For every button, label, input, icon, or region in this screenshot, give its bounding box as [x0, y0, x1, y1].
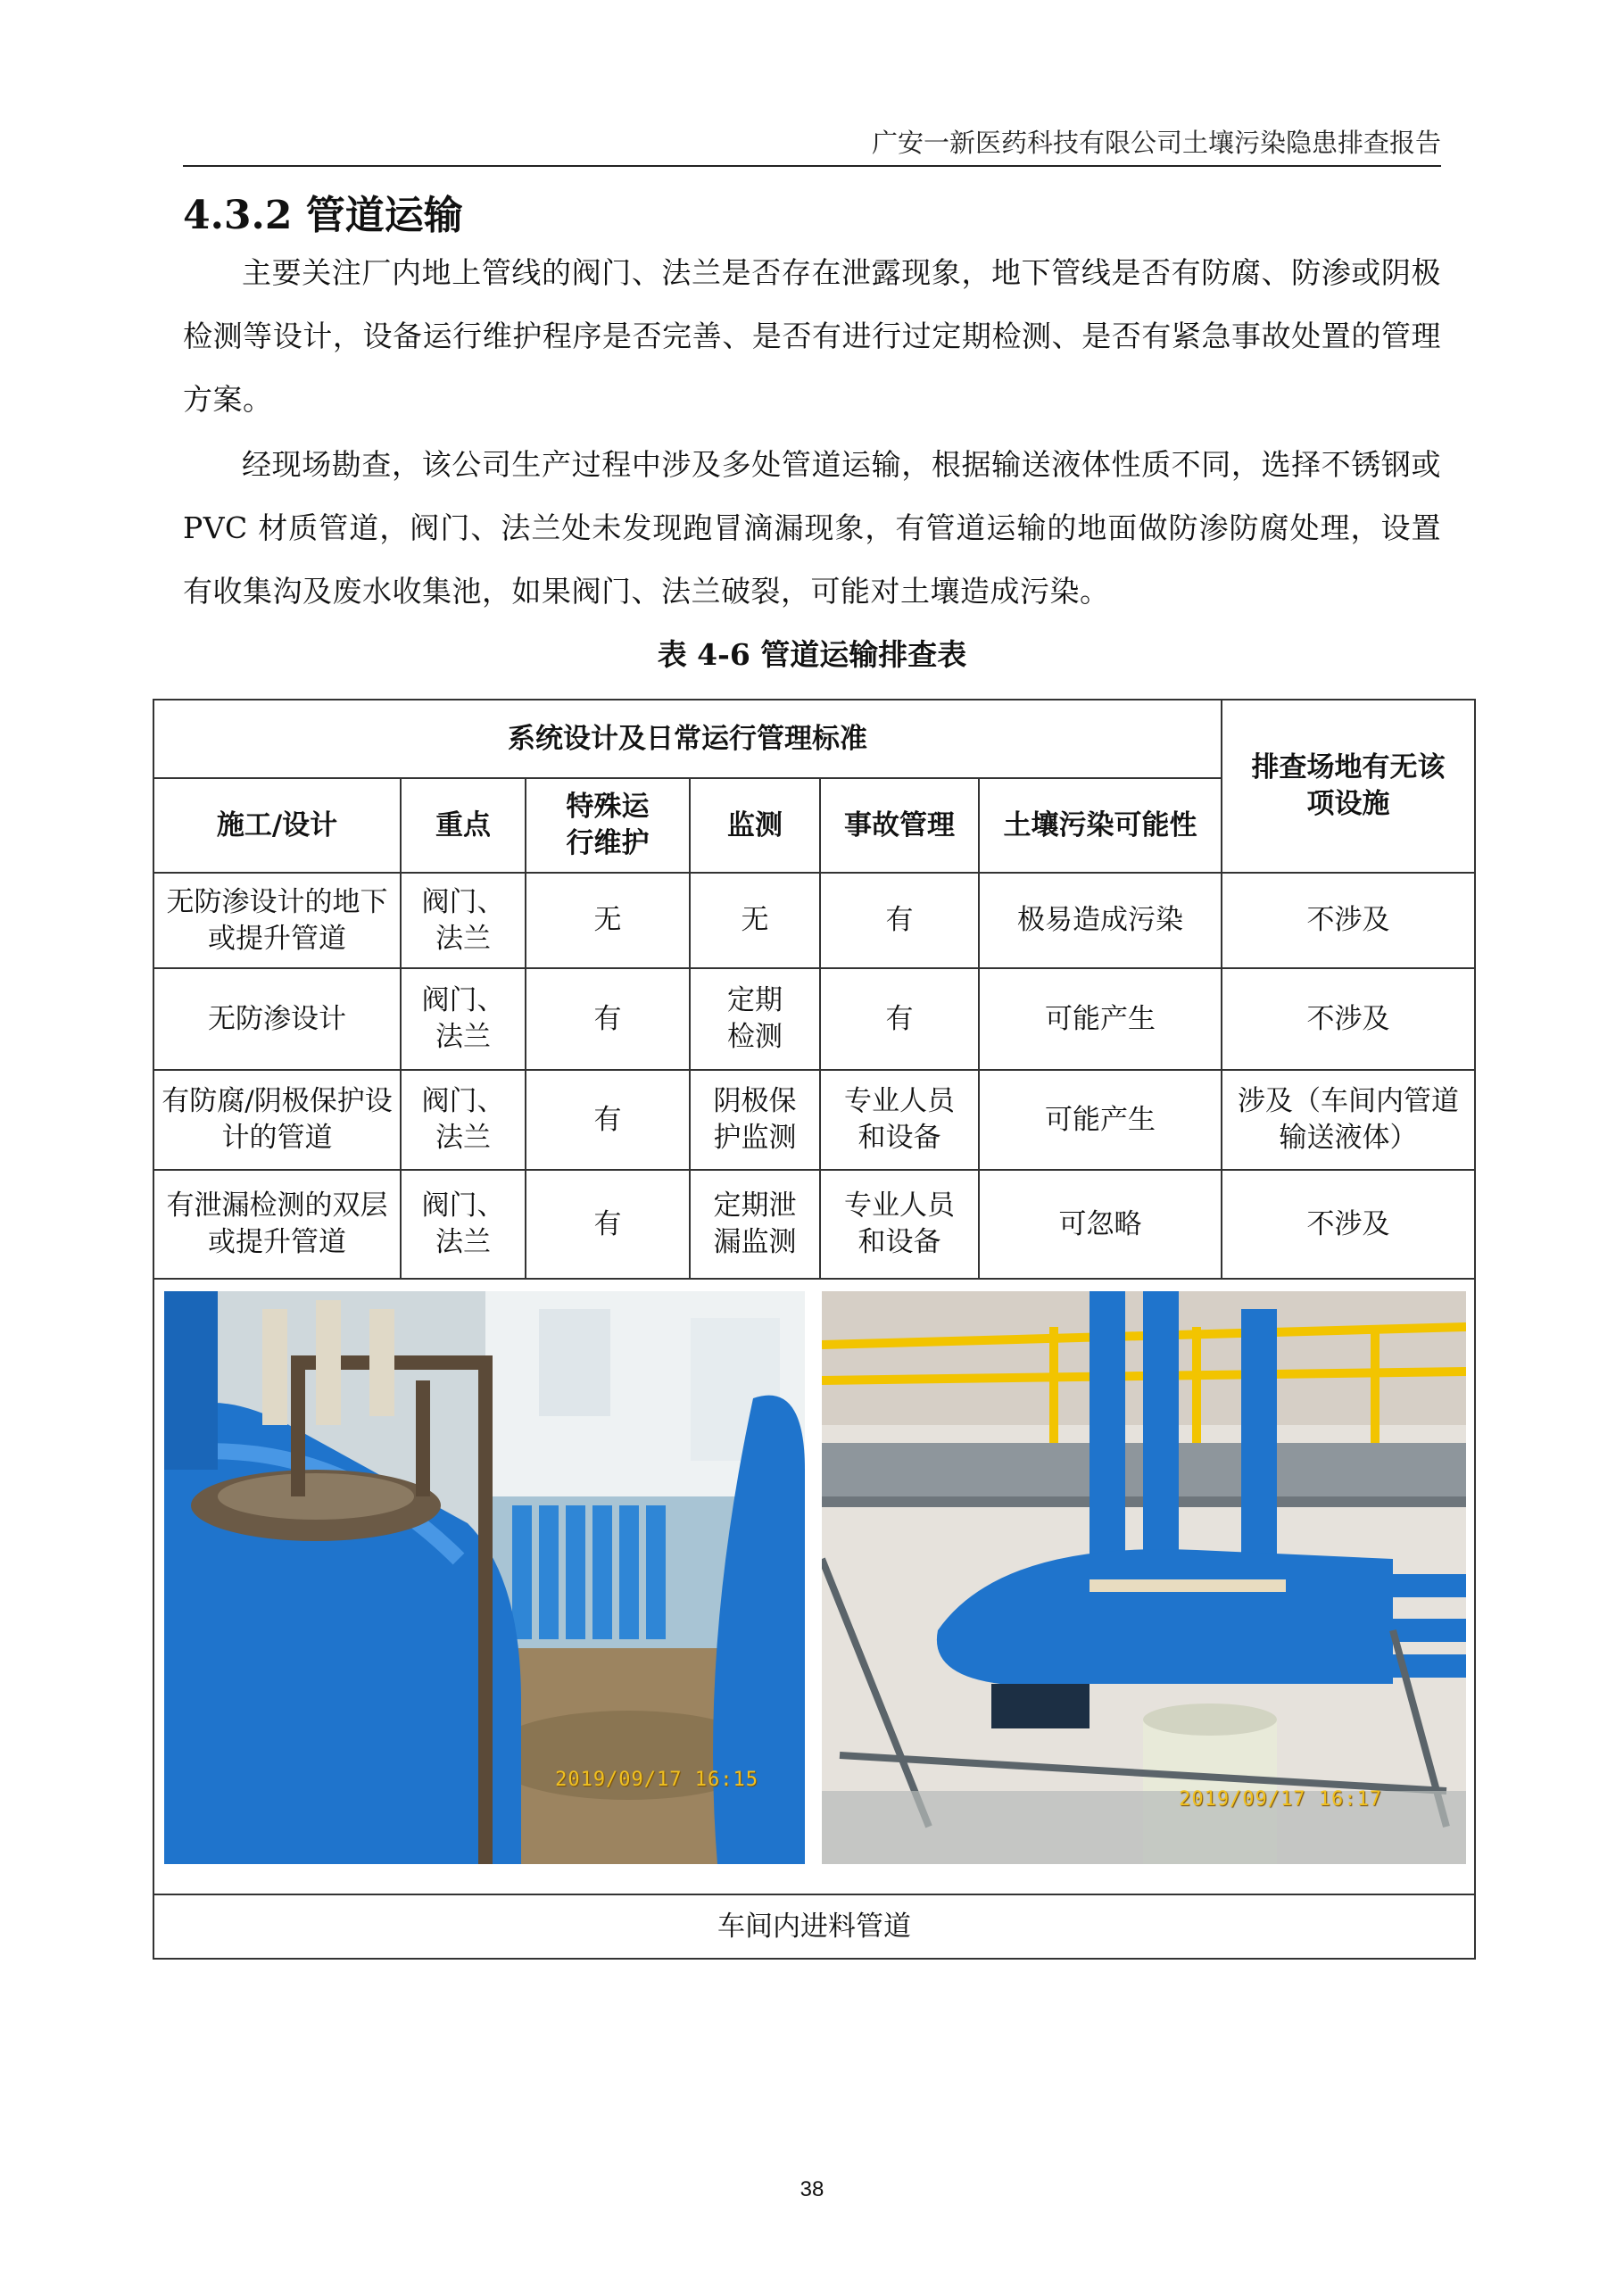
table-cell: 可忽略	[979, 1170, 1222, 1279]
table-cell: 不涉及	[1222, 968, 1475, 1070]
column-header: 重点	[401, 778, 526, 873]
workshop-pipe-photo-left	[164, 1291, 805, 1864]
photo-timestamp-left: 2019/09/17 16:15	[555, 1769, 758, 1791]
table-cell: 有	[820, 968, 979, 1070]
table-cell: 有	[526, 968, 690, 1070]
running-header: 广安一新医药科技有限公司土壤污染隐患排查报告	[871, 128, 1441, 158]
table-cell: 阀门、法兰	[401, 1070, 526, 1170]
photo-timestamp-right: 2019/09/17 16:17	[1179, 1788, 1382, 1811]
page-number: 38	[800, 2177, 824, 2201]
group-header: 系统设计及日常运行管理标准	[153, 700, 1222, 778]
pipeline-inspection-table	[153, 699, 1476, 1960]
column-header: 土壤污染可能性	[979, 778, 1222, 873]
table-cell: 有	[820, 873, 979, 968]
photos-cell	[153, 1279, 1475, 1894]
table-cell: 阴极保护监测	[690, 1070, 820, 1170]
table-cell: 可能产生	[979, 968, 1222, 1070]
table-caption: 表 4-6 管道运输排查表	[657, 637, 967, 672]
paragraph-1: 主要关注厂内地上管线的阀门、法兰是否存在泄露现象，地下管线是否有防腐、防渗或阴极检测等设计，设备运行维护程序是否完善、是否有进行过定期检测、是否有紧急事故处置的管理方案。	[183, 255, 1441, 417]
table-cell: 阀门、法兰	[401, 873, 526, 968]
header-rule	[183, 165, 1441, 167]
table-cell: 可能产生	[979, 1070, 1222, 1170]
table-cell: 有防腐/阴极保护设计的管道	[153, 1070, 401, 1170]
table-cell: 有泄漏检测的双层或提升管道	[153, 1170, 401, 1279]
table-row	[153, 1170, 1475, 1279]
table-cell: 无	[690, 873, 820, 968]
table-cell: 有	[526, 1070, 690, 1170]
table-cell: 阀门、法兰	[401, 1170, 526, 1279]
table-row	[153, 873, 1475, 968]
table-cell: 无防渗设计	[153, 968, 401, 1070]
section-title: 4.3.2 管道运输	[183, 193, 463, 238]
table-cell: 定期检测	[690, 968, 820, 1070]
table-cell: 不涉及	[1222, 873, 1475, 968]
table-cell: 无防渗设计的地下或提升管道	[153, 873, 401, 968]
table-cell: 专业人员和设备	[820, 1170, 979, 1279]
table-cell: 无	[526, 873, 690, 968]
table-cell: 定期泄漏监测	[690, 1170, 820, 1279]
table-cell: 不涉及	[1222, 1170, 1475, 1279]
paragraph-2: 经现场勘查，该公司生产过程中涉及多处管道运输，根据输送液体性质不同，选择不锈钢或 PVC 材质管道，阀门、法兰处未发现跑冒滴漏现象，有管道运输的地面做防渗防腐处理，设置有收集沟及废水收集池，如果阀门、法兰破裂，可能对土壤造成污染。	[183, 447, 1441, 609]
column-header: 特殊运行维护	[526, 778, 690, 873]
photo-caption: 车间内进料管道	[153, 1894, 1475, 1959]
table-cell: 有	[526, 1170, 690, 1279]
facility-header: 排查场地有无该项设施	[1222, 700, 1475, 873]
workshop-pipe-photo-right	[822, 1291, 1466, 1864]
table-row	[153, 1070, 1475, 1170]
table-row	[153, 968, 1475, 1070]
column-header: 施工/设计	[153, 778, 401, 873]
table-cell: 涉及（车间内管道输送液体）	[1222, 1070, 1475, 1170]
column-header: 事故管理	[820, 778, 979, 873]
table-cell: 极易造成污染	[979, 873, 1222, 968]
column-header: 监测	[690, 778, 820, 873]
table-cell: 专业人员和设备	[820, 1070, 979, 1170]
table-cell: 阀门、法兰	[401, 968, 526, 1070]
